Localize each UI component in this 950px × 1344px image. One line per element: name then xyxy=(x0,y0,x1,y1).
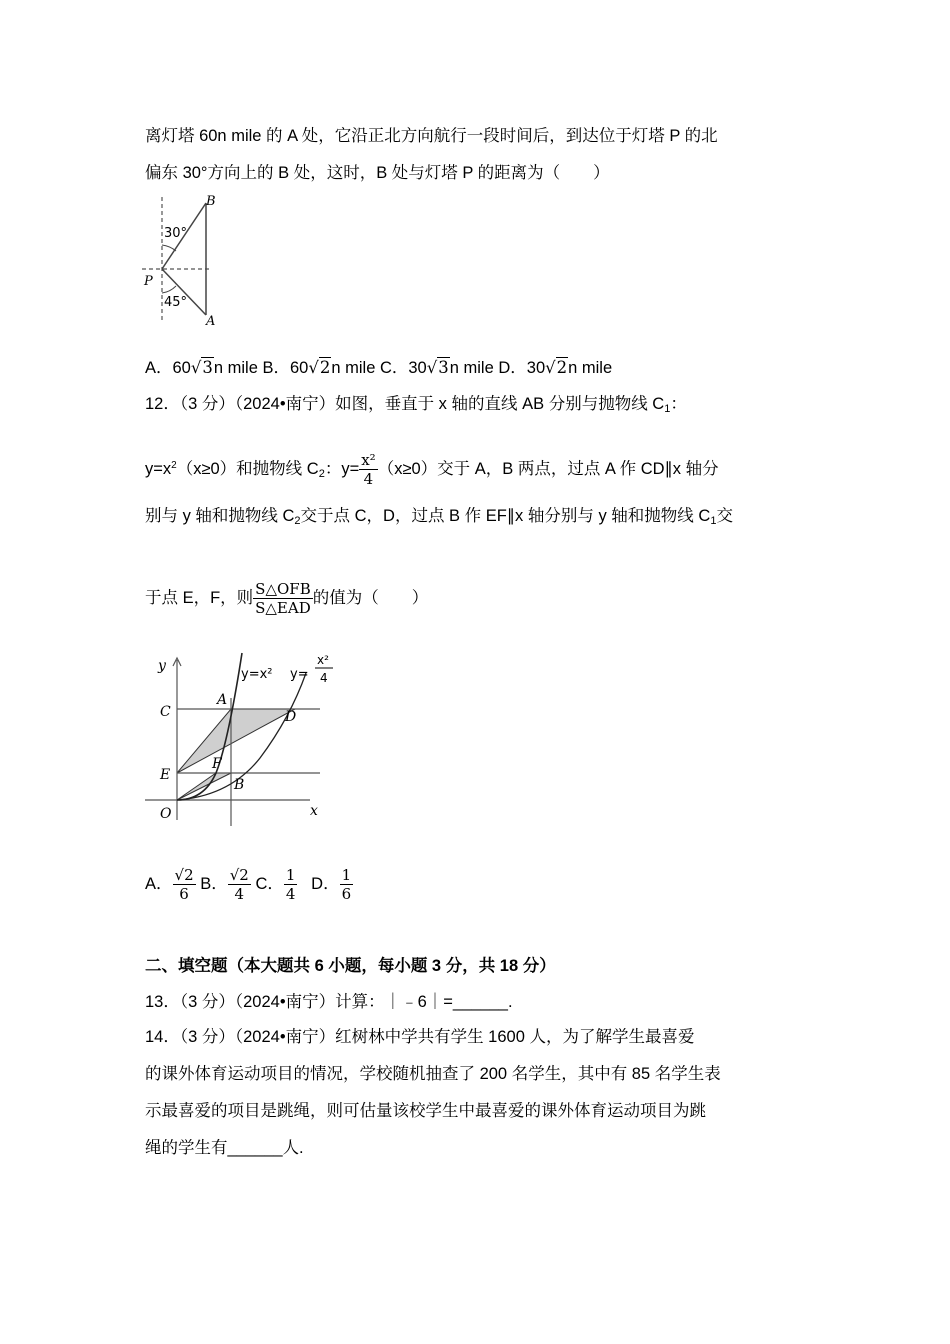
option-a-sqrt: √3 xyxy=(190,358,213,377)
option-a-fraction: $\frac{√2}{6}$ xyxy=(174,866,194,904)
curve1-label: y=x² xyxy=(241,667,273,682)
label-A: A xyxy=(217,692,228,708)
q12-frac-x2-over-4: $\frac{\text{x²}}{4}$ xyxy=(361,451,376,489)
q11-text-line2: 偏东 30°方向上的 B 处，这时，B 处与灯塔 P 的距离为（ ） xyxy=(145,164,610,182)
option-d-fraction: $\frac{1}{6}$ xyxy=(341,866,352,904)
label-x: x xyxy=(310,803,318,819)
option-b-fraction: $\frac{√2}{4}$ xyxy=(229,866,249,904)
option-a-prefix: A．60 xyxy=(145,359,191,377)
q11-text-line1: 离灯塔 60n mile 的 A 处，它沿正北方向航行一段时间后，到达位于灯塔 P 的北 xyxy=(145,127,718,145)
triangle-EAD xyxy=(177,709,295,773)
option-b-sqrt: √2 xyxy=(308,358,331,377)
curve2-label-prefix: y= xyxy=(290,667,309,682)
option-c-suffix: n mile D．30 xyxy=(449,359,546,377)
option-b-suffix: n mile C．30 xyxy=(331,359,427,377)
q12-area-ratio-fraction: $\frac{\text{S△OFB}}{\text{S△EAD}}$ xyxy=(255,580,311,618)
curve2-label-den: 4 xyxy=(320,671,328,685)
q14-line2: 的课外体育运动项目的情况，学校随机抽查了 200 名学生，其中有 85 名学生表 xyxy=(145,1065,721,1083)
option-c-fraction: $\frac{1}{4}$ xyxy=(285,866,296,904)
q12-line1: 12．（3 分）（2024•南宁）如图，垂直于 x 轴的直线 AB 分别与抛物线 $C_1$： xyxy=(145,395,687,415)
option-d-suffix: n mile xyxy=(568,359,613,377)
label-F: F xyxy=(212,756,222,772)
q14-line1: 14．（3 分）（2024•南宁）红树林中学共有学生 1600 人，为了解学生最喜爱 xyxy=(145,1028,695,1046)
label-O: O xyxy=(160,806,172,822)
option-c-sqrt: √3 xyxy=(426,358,449,377)
q12-line2: $y=x^2(x\ge 0)$和抛物线 $C_2$：y= $\frac{\text{x²}}{4}$ （x≥0）交于 A，B 两点，过点 A 作 CD∥x 轴分 xyxy=(145,451,719,489)
label-A: A xyxy=(206,314,216,328)
q14-line3: 示最喜爱的项目是跳绳，则可估量该校学生中最喜爱的课外体育运动项目为跳 xyxy=(145,1102,706,1120)
q13-text: 13．（3 分）（2024•南宁）计算：｜﹣6｜=______. xyxy=(145,993,513,1011)
label-E: E xyxy=(160,767,171,783)
angle-label-45: 45° xyxy=(164,295,188,310)
q12-options: A． $\frac{√2}{6}$ B． $\frac{√2}{4}$ C． $\frac{1}{4}$ D． $\frac{1}{6}$ xyxy=(145,866,352,904)
label-P: P xyxy=(144,274,153,289)
q12-parabola-figure xyxy=(140,648,340,828)
angle-arc-45 xyxy=(162,286,176,293)
label-y: y xyxy=(158,658,166,674)
option-a-suffix: n mile B．60 xyxy=(213,359,309,377)
curve2-label-num: x² xyxy=(317,653,329,667)
q11-options xyxy=(145,357,612,379)
label-D: D xyxy=(285,709,297,725)
q12-line4: 于点 E，F，则 $\frac{\text{S△OFB}}{\text{S△EAD}}$ 的值为（ ） xyxy=(145,580,429,618)
q12-line3: 别与 y 轴和抛物线 $C_2$交于点 C，D，过点 B 作 EF∥x 轴分别与 y 轴和抛物线 $C_1$交 xyxy=(145,507,733,527)
section2-heading: 二、填空题（本大题共 6 小题，每小题 3 分，共 18 分） xyxy=(145,957,556,975)
q14-line4: 绳的学生有______人. xyxy=(145,1139,304,1157)
option-d-sqrt: √2 xyxy=(545,358,568,377)
angle-label-30: 30° xyxy=(164,226,188,241)
label-B: B xyxy=(234,777,245,793)
label-B: B xyxy=(206,194,216,209)
q11-lighthouse-figure xyxy=(140,193,230,328)
label-C: C xyxy=(160,704,171,720)
